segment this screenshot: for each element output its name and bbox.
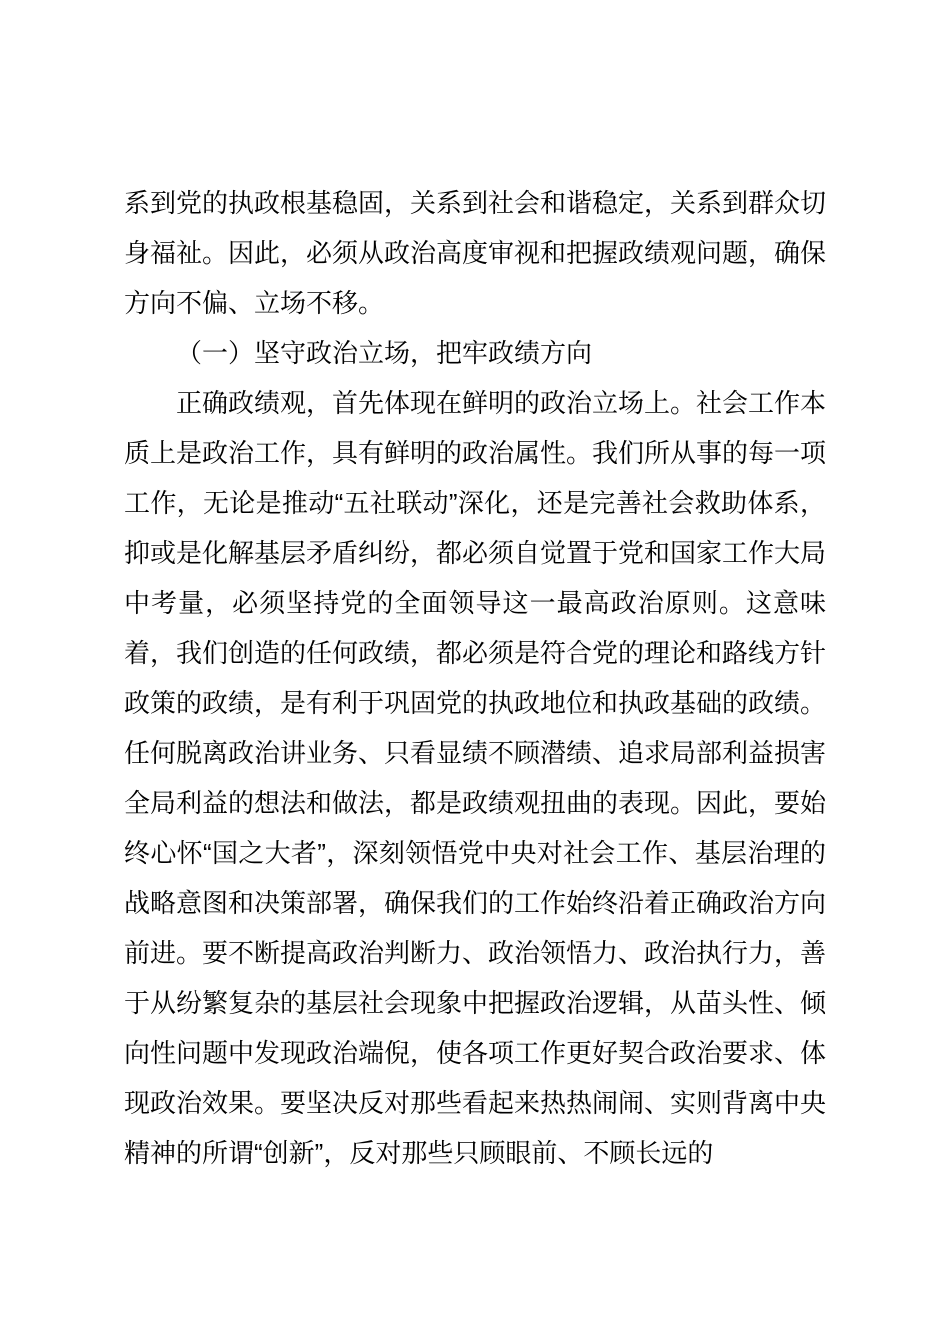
document-text-block — [124, 178, 826, 1178]
body-paragraph: 正确政绩观，首先体现在鲜明的政治立场上。社会工作本质上是政治工作，具有鲜明的政治属性。我们所从事的每一项工作，无论是推动“五社联动”深化，还是完善社会救助体系，抑或是化解基层矛盾纠纷，都必须自觉置于党和国家工作大局中考量，必须坚持党的全面领导这一最高政治原则。这意味着，我们创造的任何政绩，都必须是符合党的理论和路线方针政策的政绩，是有利于巩固党的执政地位和执政基础的政绩。任何脱离政治讲业务、只看显绩不顾潜绩、追求局部利益损害全局利益的想法和做法，都是政绩观扭曲的表现。因此，要始终心怀“国之大者”，深刻领悟党中央对社会工作、基层治理的战略意图和决策部署，确保我们的工作始终沿着正确政治方向前进。要不断提高政治判断力、政治领悟力、政治执行力，善于从纷繁复杂的基层社会现象中把握政治逻辑，从苗头性、倾向性问题中发现政治端倪，使各项工作更好契合政治要求、体现政治效果。要坚决反对那些看起来热热闹闹、实则背离中央精神的所谓“创新”，反对那些只顾眼前、不顾长远的 — [124, 388, 827, 1168]
section-heading: （一）坚守政治立场，把牢政绩方向 — [176, 338, 593, 368]
paragraph-continuation: 系到党的执政根基稳固，关系到社会和谐稳定，关系到群众切身福祉。因此，必须从政治高度审视和把握政绩观问题，确保方向不偏、立场不移。 — [124, 188, 827, 318]
